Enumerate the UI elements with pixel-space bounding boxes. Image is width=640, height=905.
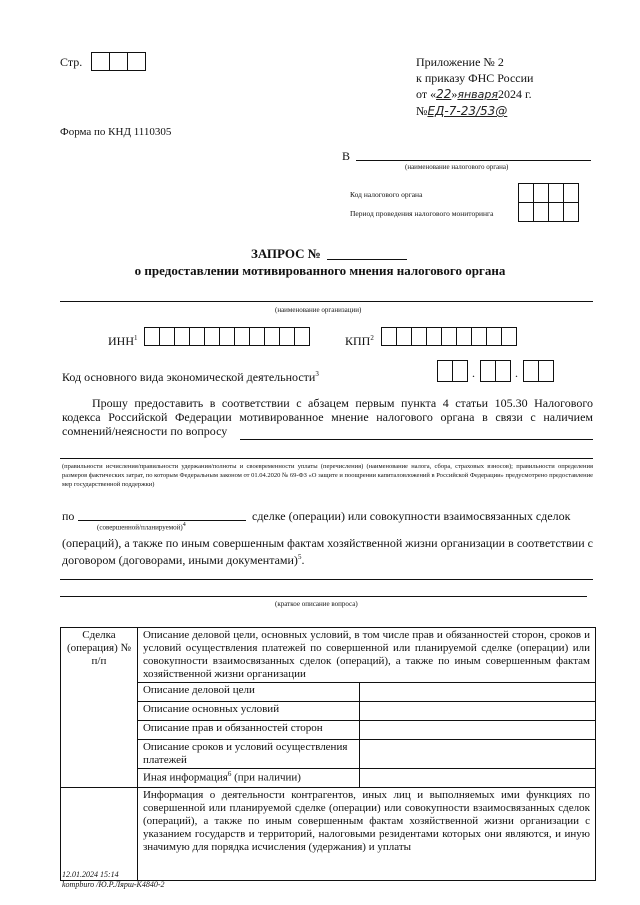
- deal-text: сделке (операции) или совокупности взаимосвязанных сделок: [252, 509, 571, 523]
- deal-table: [60, 627, 596, 881]
- form-knd: Форма по КНД 1110305: [60, 126, 172, 138]
- order-date: от «22»января2024 г.: [416, 87, 532, 101]
- okved-dot-1: .: [472, 366, 475, 380]
- table-row: [61, 721, 596, 740]
- request-paragraph: Прошу предоставить в соответствии с абзацем первым пункта 4 статьи 105.30 Налогового кодекса Российской Федерации мотивированное мнение налогового органа в связи с наличием сомнений/неясности по вопросу: [62, 396, 593, 438]
- order-reference: к приказу ФНС России: [416, 71, 534, 85]
- org-name-input[interactable]: [60, 301, 593, 302]
- deal-description-header: Описание деловой цели, основных условий, в том числе прав и обязанностей сторон, сроков и условий осуществления платежей по совершенной или планируемой сделке (операции) или совокупности взаимосвязанных сделок (операций), а также по иным совершенным фактам хозяйственной жизни организации: [137, 628, 595, 683]
- row-label: Описание прав и обязанностей сторон: [137, 721, 359, 740]
- okved-cells-2[interactable]: [480, 360, 510, 382]
- attachment-block: [416, 54, 533, 119]
- row-label: Описание деловой цели: [137, 683, 359, 702]
- row-value-input[interactable]: [359, 740, 595, 769]
- kpp-cells[interactable]: [381, 327, 516, 346]
- request-title: ЗАПРОС №: [251, 246, 321, 261]
- row-value-input[interactable]: [359, 702, 595, 721]
- brief-caption: (краткое описание вопроса): [275, 600, 358, 608]
- page-number-cells[interactable]: [91, 52, 145, 71]
- footer-source: kompburo /Ю.Р.Лярш-К4840-2: [62, 880, 165, 889]
- row-value-input[interactable]: [359, 721, 595, 740]
- footer-date: 12.01.2024 15:14: [62, 870, 119, 879]
- to-prefix: В: [342, 149, 351, 163]
- deal-number-header: Сделка (операция) № п/п: [61, 628, 138, 788]
- inn-cells[interactable]: [144, 327, 309, 346]
- request-number-input[interactable]: [327, 259, 407, 260]
- tax-authority-caption: (наименование налогового органа): [405, 163, 509, 171]
- row-value-input[interactable]: [359, 683, 595, 702]
- period-cells[interactable]: [518, 202, 578, 222]
- question-input-1[interactable]: [240, 439, 593, 440]
- kpp-label: КПП$^2$: [345, 334, 374, 348]
- deal-paragraph: (операций), а также по иным совершенным фактам хозяйственной жизни организации в соответствии с договором (договорами, иными документами)$^5$.: [62, 536, 593, 567]
- tax-code-label: Код налогового органа: [350, 190, 423, 199]
- request-subtitle: о предоставлении мотивированного мнения налогового органа: [134, 263, 506, 278]
- inn-label: ИНН$^1$: [108, 334, 138, 348]
- okved-cells-3[interactable]: [523, 360, 553, 382]
- question-input-2[interactable]: [60, 458, 593, 459]
- row-value-input[interactable]: [359, 769, 595, 788]
- tax-code-cells[interactable]: [518, 183, 578, 203]
- org-name-caption: (наименование организации): [275, 306, 362, 314]
- table-row: [61, 788, 596, 881]
- row-label: Описание основных условий: [137, 702, 359, 721]
- period-label: Период проведения налогового мониторинга: [350, 209, 494, 218]
- table-row: [61, 702, 596, 721]
- tax-authority-input[interactable]: [356, 160, 591, 161]
- okved-cells-1[interactable]: [437, 360, 467, 382]
- okved-label: Код основного вида экономической деятельности$^3$: [62, 370, 319, 384]
- row-label: Иная информация$^6$ (при наличии): [137, 769, 359, 788]
- table-header: [61, 628, 596, 683]
- order-number: №ЕД-7-23/53@: [416, 104, 508, 118]
- table-row: [61, 769, 596, 788]
- brief-input-2[interactable]: [60, 596, 587, 597]
- deal-type-caption: (совершенной/планируемой)$^4$: [97, 522, 186, 532]
- okved-dot-2: .: [515, 366, 518, 380]
- deal-number-cell[interactable]: [61, 788, 138, 881]
- table-row: [61, 683, 596, 702]
- row-label: Описание сроков и условий осуществления платежей: [137, 740, 359, 769]
- table-row: [61, 740, 596, 769]
- request-caption: (правильности исчисления/правильности удержания/полноты и своевременности уплаты (перечисления) (наименование налога, сбора, страховых взносов); правильности определения размеров фактических затрат, по которым Федеральным законом от 01.04.2020 № 69-ФЗ «О защите и поощрении капиталовложений в Российской Федерации» предусмотрено предоставление мер государственной поддержки): [62, 463, 593, 488]
- brief-input-1[interactable]: [60, 579, 593, 580]
- attachment-title: Приложение № 2: [416, 55, 504, 69]
- po-label: по: [62, 509, 75, 523]
- counterparty-info: Информация о деятельности контрагентов, иных лиц и выполняемых ими функциях по совершенной или планируемой сделке (операции) или совокупности взаимосвязанных сделок (операций), а также по иным совершенным фактам хозяйственной жизни организации с указанием государств и территорий, налоговыми резидентами которых они являются, и иную значимую для порядка исчисления (удержания) и уплаты: [137, 788, 595, 881]
- page-label: Стр.: [60, 55, 83, 69]
- deal-type-input[interactable]: [78, 520, 246, 521]
